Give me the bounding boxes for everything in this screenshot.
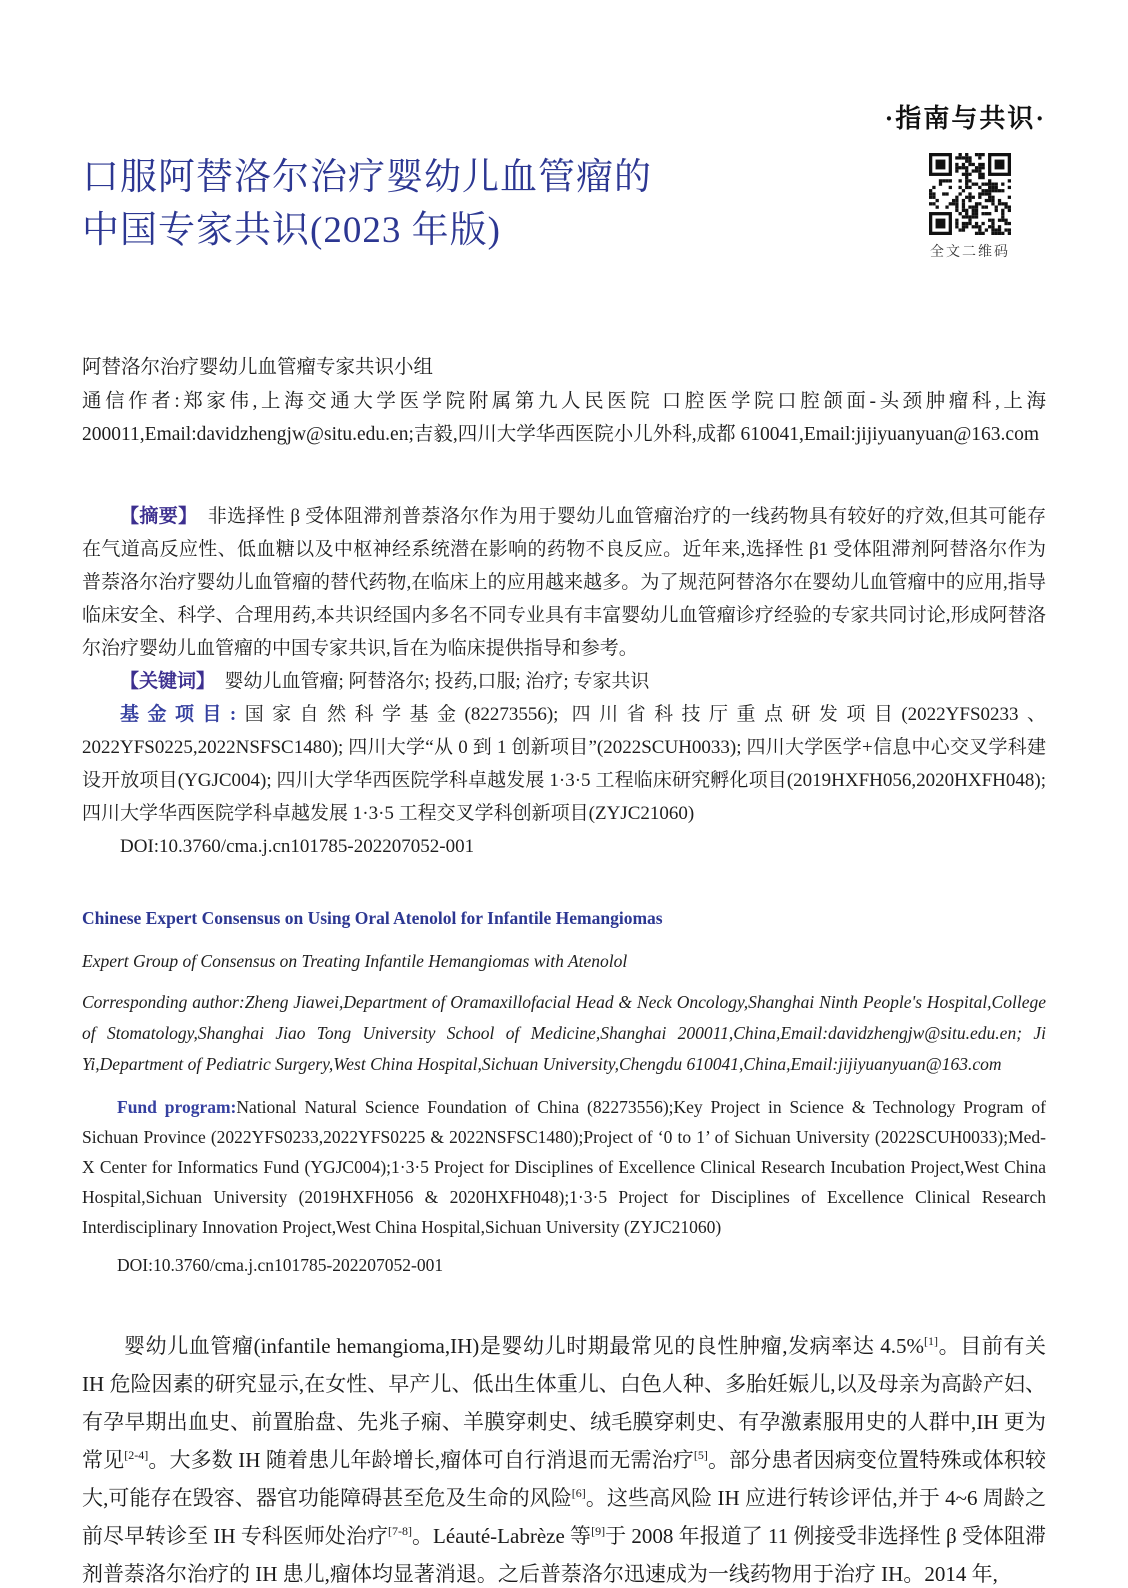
- article-title-line1: 口服阿替洛尔治疗婴幼儿血管瘤的: [82, 157, 652, 198]
- title-row: [82, 151, 1046, 301]
- doi-en: DOI:10.3760/cma.j.cn101785-202207052-001: [117, 1254, 444, 1275]
- article-title-en: Chinese Expert Consensus on Using Oral Atenolol for Infantile Hemangiomas: [82, 907, 663, 928]
- article-body: [82, 1327, 1046, 1588]
- correspondence-cn: 通信作者:郑家伟,上海交通大学医学院附属第九人民医院 口腔医学院口腔颌面-头颈肿瘤科,上海 200011,Email:davidzhengjw@situ.edu.en;吉毅,四川大学华西医院小儿外科,成都 610041,Email:jijiyuanyuan@163.com: [82, 390, 1046, 445]
- fund-text-cn: 国家自然科学基金(82273556); 四川省科技厅重点研发项目(2022YFS0233、2022YFS0225,2022NSFSC1480); 四川大学“从 0 到 1 创新项目”(2022SCUH0033); 四川大学医学+信息中心交叉学科建设开放项目(YGJC004); 四川大学华西医院学科卓越发展 1·3·5 工程临床研究孵化项目(2019HXFH056,2020HXFH048); 四川大学华西医院学科卓越发展 1·3·5 工程交叉学科创新项目(ZYJC21060): [82, 703, 1047, 824]
- qr-code-icon: [929, 153, 1011, 235]
- abstract-label: 【摘要】: [120, 505, 198, 527]
- english-meta-block: [82, 903, 1046, 1281]
- abstract-text: 非选择性 β 受体阻滞剂普萘洛尔作为用于婴幼儿血管瘤治疗的一线药物具有较好的疗效,但其可能存在气道高反应性、低血糖以及中枢神经系统潜在影响的药物不良反应。近年来,选择性 β1 受体阻滞剂阿替洛尔作为普萘洛尔治疗婴幼儿血管瘤的替代药物,在临床上的应用越来越多。为了规范阿替洛尔在婴幼儿血管瘤中的应用,指导临床安全、科学、合理用药,本共识经国内多名不同专业具有丰富婴幼儿血管瘤诊疗经验的专家共同讨论,形成阿替洛尔治疗婴幼儿血管瘤的中国专家共识,旨在为临床提供指导和参考。: [82, 505, 1047, 659]
- section-badge: ·指南与共识·: [884, 104, 1046, 133]
- author-group-name: 阿替洛尔治疗婴幼儿血管瘤专家共识小组: [82, 357, 434, 378]
- fund-label-cn: 基金项目:: [120, 703, 237, 725]
- doi-cn: DOI:10.3760/cma.j.cn101785-202207052-001: [120, 835, 475, 857]
- fund-label-en: Fund program:: [117, 1096, 237, 1117]
- abstract-paragraph: [82, 500, 1046, 665]
- body-paragraph: 婴幼儿血管瘤(infantile hemangioma,IH)是婴幼儿时期最常见的良性肿瘤,发病率达 4.5%[1]。目前有关 IH 危险因素的研究显示,在女性、早产儿、低出生体重儿、白色人种、多胎妊娠儿,以及母亲为高龄产妇、有孕早期出血史、前置胎盘、先兆子痫、羊膜穿刺史、绒毛膜穿刺史、有孕激素服用史的人群中,IH 更为常见[2-4]。大多数 IH 随着患儿年龄增长,瘤体可自行消退而无需治疗[5]。部分患者因病变位置特殊或体积较大,可能存在毁容、器官功能障碍甚至危及生命的风险[6]。这些高风险 IH 应进行转诊评估,并于 4~6 周龄之前尽早转诊至 IH 专科医师处治疗[7-8]。Léauté-Labrèze 等[9]于 2008 年报道了 11 例接受非选择性 β 受体阻滞剂普萘洛尔治疗的 IH 患儿,瘤体均显著消退。之后普萘洛尔迅速成为一线药物用于治疗 IH。2014 年,: [82, 1333, 1047, 1586]
- keywords-paragraph: [82, 665, 1046, 698]
- article-title-cn: [82, 151, 842, 257]
- fund-text-en: National Natural Science Foundation of China (82273556);Key Project in Science & Technology Program of Sichuan Province (2022YFS0233,2022YFS0225 & 2022NSFSC1480);Project of ‘0 to 1’ of Sichuan University (2022SCUH0033);Med-X Center for Informatics Fund (YGJC004);1·3·5 Project for Disciplines of Excellence Clinical Research Incubation Project,West China Hospital,Sichuan University (2019HXFH056 & 2020HXFH048);1·3·5 Project for Disciplines of Excellence Clinical Research Interdisciplinary Innovation Project,West China Hospital,Sichuan University (ZYJC21060): [82, 1096, 1046, 1237]
- badge-row: [82, 98, 1046, 135]
- fund-paragraph-cn: [82, 698, 1046, 830]
- keywords-text: 婴幼儿血管瘤; 阿替洛尔; 投药,口服; 治疗; 专家共识: [224, 670, 650, 692]
- author-block: [82, 351, 1046, 452]
- correspondence-en: Corresponding author:Zheng Jiawei,Department of Oramaxillofacial Head & Neck Oncology,Shanghai Ninth People's Hospital,College of Stomatology,Shanghai Jiao Tong University School of Medicine,Shanghai 200011,China,Email:davidzhengjw@situ.edu.en; Ji Yi,Department of Pediatric Surgery,West China Hospital,Sichuan University,Chengdu 610041,China,Email:jijiyuanyuan@163.com: [82, 991, 1046, 1074]
- chinese-meta-block: [82, 500, 1046, 863]
- keywords-label: 【关键词】: [120, 670, 216, 692]
- fund-paragraph-en: [82, 1092, 1046, 1242]
- qr-caption: 全文二维码: [930, 245, 1010, 260]
- author-group-name-en: Expert Group of Consensus on Treating Infantile Hemangiomas with Atenolol: [82, 950, 628, 971]
- qr-block: [922, 153, 1018, 261]
- article-title-line2: 中国专家共识(2023 年版): [82, 210, 501, 251]
